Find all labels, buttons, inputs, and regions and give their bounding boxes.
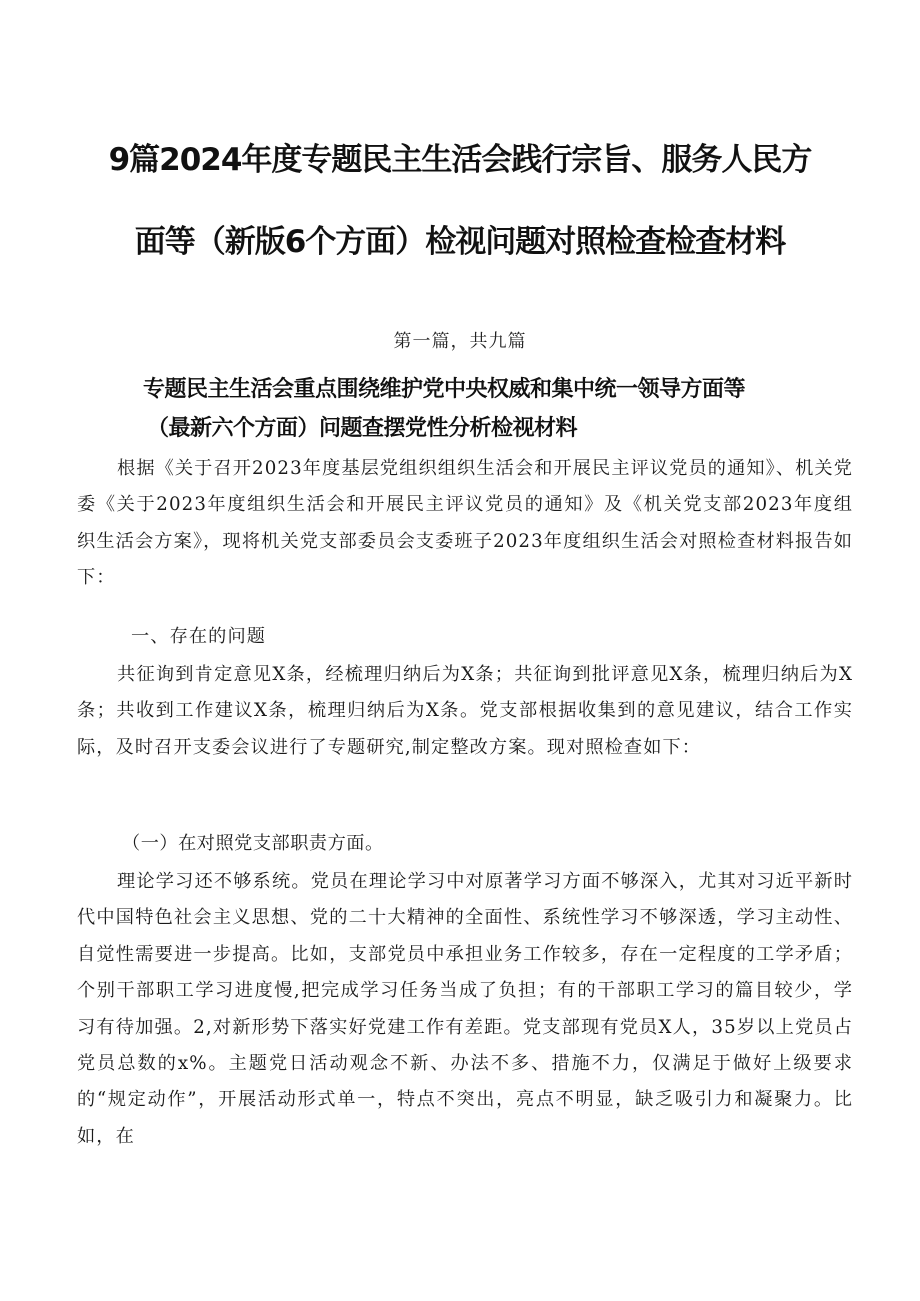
feedback-paragraph: 共征询到肯定意见X条，经梳理归纳后为X条；共征询到批评意见X条，梳理归纳后为X条；共收到工作建议X条，梳理归纳后为X条。党支部根据收集到的意见建议，结合工作实际，及时召开支委会议进行了专题研究,制定整改方案。现对照检查如下： xyxy=(77,664,853,758)
section-label: 第一篇，共九篇 xyxy=(393,331,527,352)
intro-paragraph: 根据《关于召开2023年度基层党组织组织生活会和开展民主评议党员的通知》、机关党委《关于2023年度组织生活会和开展民主评议党员的通知》及《机关党支部2023年度组织生活会方案》，现将机关党支部委员会支委班子2023年度组织生活会对照检查材料报告如下： xyxy=(77,458,853,589)
theory-study-paragraph: 理论学习还不够系统。党员在理论学习中对原著学习方面不够深入，尤其对习近平新时代中国特色社会主义思想、党的二十大精神的全面性、系统性学习不够深透，学习主动性、自觉性需要进一步提高。比如，支部党员中承担业务工作较多，存在一定程度的工学矛盾；个别干部职工学习进度慢,把完成学习任务当成了负担；有的干部职工学习的篇目较少，学习有待加强。2,对新形势下落实好党建工作有差距。党支部现有党员X人，35岁以上党员占党员总数的x%。主题党日活动观念不新、办法不多、措施不力，仅满足于做好上级要求的“规定动作”，开展活动形式单一，特点不突出，亮点不明显，缺乏吸引力和凝聚力。比如，在 xyxy=(77,871,853,1147)
document-title-line-1: 9篇2024年度专题民主生活会践行宗旨、服务人民方 xyxy=(108,142,812,178)
document-title-line-2: 面等（新版6个方面）检视问题对照检查检查材料 xyxy=(134,224,786,260)
subtitle-line-2: （最新六个方面）问题查摆党性分析检视材料 xyxy=(147,416,578,441)
sub-heading-branch-duties: （一）在对照党支部职责方面。 xyxy=(122,833,384,854)
subtitle-line-1: 专题民主生活会重点围绕维护党中央权威和集中统一领导方面等 xyxy=(143,377,746,402)
heading-existing-problems: 一、存在的问题 xyxy=(131,626,267,647)
